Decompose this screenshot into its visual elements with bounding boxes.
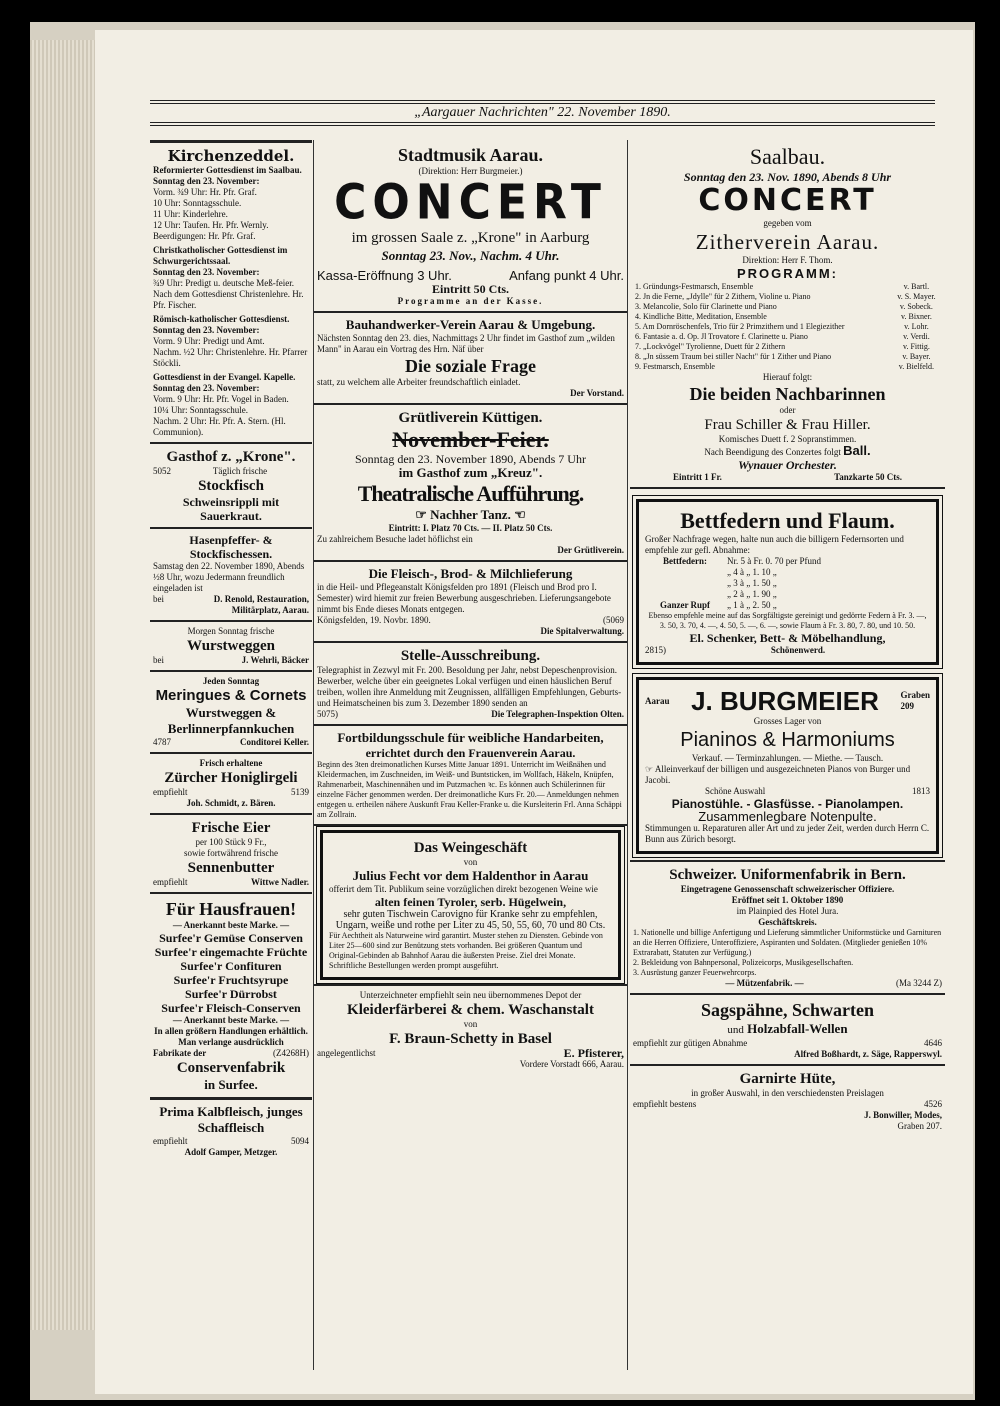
gruetli-feier: November-Feier.	[392, 427, 549, 452]
kleiderfaerberei-ad	[314, 984, 627, 1074]
wurst-pre: Morgen Sonntag frische	[187, 626, 275, 636]
meringues-sig: Conditorei Keller.	[240, 737, 309, 747]
eier-sig: Wittwe Nadler.	[251, 877, 309, 887]
saalbau-tanzkarte: Tanzkarte 50 Cts.	[834, 472, 902, 482]
uniform-open: Eröffnet seit 1. Oktober 1890	[731, 895, 844, 905]
krone-sub-row	[153, 466, 309, 477]
pointing-hand-icon: ☞	[645, 764, 655, 774]
hut-emp: empfiehlt bestens	[633, 1099, 697, 1109]
eier-line: per 100 Stück 9 Fr.,	[195, 837, 267, 847]
fleisch-text: in die Heil- und Pflegeanstalt Königsfelden pro 1891 (Fleisch und Brod pro I. Semester) wird hiemit zur freien Bewerbung ausgeschrieben. Lieferungsangebote nimmt bis Ende dieses Monats entgegen.	[317, 582, 611, 614]
christkath-date: Sonntag den 23. November:	[153, 267, 260, 277]
evang-date: Sonntag den 23. November:	[153, 383, 260, 393]
programm-title: 3. Melancolie, Solo für Clarinette und Piano	[635, 302, 777, 311]
honig-sig: Joh. Schmidt, z. Bären.	[186, 798, 276, 808]
bettfedern-prices	[645, 556, 930, 611]
christkath-line: ¾9 Uhr: Predigt u. deutsche Meß-feier.	[153, 278, 294, 288]
stelle-text: Telegraphist in Zezwyl mit Fr. 200. Besoldung per Jahr, nebst Depeschenprovision. Bewerber, welche über ein geeignetes Lokal verfügen und einen häuslichen Beruf treiben, wollen ihre Anmeldung mit Zeugnissen, allfälligen Empfehlungen, Geburts- und Heimatscheinen bis zum 3. Dezember 1890 senden an	[317, 665, 622, 708]
saalbau-von: gegeben vom	[763, 218, 812, 228]
wein-text2: alten feinen Tyroler, serb. Hügelwein,	[374, 895, 567, 909]
bettfedern-place-row	[645, 645, 930, 656]
wurst-ad	[150, 622, 312, 672]
bettfedern-row	[645, 556, 930, 567]
programm-title: 4. Kindliche Bitte, Meditation, Ensemble	[635, 312, 767, 321]
uniform-sub: Eingetragene Genossenschaft schweizerischer Offiziere.	[680, 884, 895, 894]
stadtmusik-concert: CONCERT	[334, 174, 607, 231]
saalbau-title: Saalbau.	[749, 144, 826, 169]
programm-author: v. S. Mayer.	[897, 292, 936, 301]
kirchenzeddel-title: Kirchenzeddel.	[167, 147, 295, 165]
honig-ad	[150, 754, 312, 815]
roemkath-line: Nachm. ½2 Uhr: Christenlehre. Hr. Pfarrer Stöckli.	[153, 347, 308, 368]
hut-sig: J. Bonwiller, Modes,	[864, 1110, 942, 1120]
hausfrauen-sub2: — Anerkannt beste Marke. —	[172, 1015, 290, 1025]
reformed-title: Reformierter Gottesdienst im Saalbau.	[153, 165, 302, 175]
uniformenfabrik-ad	[630, 860, 945, 995]
hausfrauen-title: Für Hausfrauen!	[165, 899, 297, 919]
burgmeier-ad	[636, 677, 939, 854]
programm-row	[633, 292, 942, 302]
burgmeier-notenpulte: Zusammenlegbare Notenpulte.	[698, 809, 877, 824]
burgmeier-allein: Alleinverkauf der billigen und ausgezeichneten Pianos von Burger und Jacobi.	[645, 764, 911, 785]
stelle-num: 5075)	[317, 709, 338, 719]
roemkath-title: Römisch-katholischer Gottesdienst.	[153, 314, 290, 324]
weingeschaeft-ad	[320, 830, 621, 980]
saalbau-ball-pre: Nach Beendigung des Conzertes folgt	[704, 447, 841, 457]
bettfedern-price: „ 2 à „ 1. 90 „	[727, 589, 777, 599]
fortbildung-sub: errichtet durch den Frauenverein Aarau.	[365, 746, 576, 760]
stelle-ad	[314, 643, 627, 726]
bauhandwerker-sig: Der Vorstand.	[570, 388, 624, 398]
uniform-muetzen: — Mützenfabrik. —	[725, 978, 804, 988]
burgmeier-stimmungen: Stimmungen u. Reparaturen aller Art und zu jeder Zeit, werden durch Herrn C. Bunn aus Zürich besorgt.	[645, 823, 930, 844]
hausfrauen-ad	[150, 894, 312, 1100]
uniform-kreis: Geschäftskreis.	[758, 917, 817, 927]
saalbau-ball: Ball.	[843, 443, 871, 458]
kalbfleisch-title: Prima Kalbfleisch, junges Schaffleisch	[159, 1104, 303, 1135]
kleid-name: F. Braun-Schetty in Basel	[389, 1031, 552, 1047]
reformed-line: 10 Uhr: Sonntagsschule.	[153, 198, 242, 208]
saalbau-programm-title: PROGRAMM:	[736, 266, 839, 281]
krone-stockfisch: Stockfisch	[198, 478, 264, 494]
hausfrauen-line: Man verlange ausdrücklich	[178, 1037, 284, 1047]
bettfedern-text: Großer Nachfrage wegen, halte nun auch die billigern Federnsorten und empfehle zur gefl. Abnahme:	[645, 534, 904, 555]
meringues-pre: Jeden Sonntag	[202, 676, 260, 686]
christkath-title: Christkatholischer Gottesdienst im Schwurgerichtssaal.	[153, 245, 288, 266]
saalbau-frau: Frau Schiller & Frau Hiller.	[704, 417, 871, 433]
gruetli-theater: Theatralische Aufführung.	[357, 481, 584, 506]
stadtmusik-programme: Programme an der Kasse.	[397, 296, 544, 306]
wurst-bei: bei	[153, 655, 164, 665]
saalbau-verein: Zitherverein Aarau.	[695, 230, 880, 254]
krone-schweinsrippli: Schweinsrippli mit Sauerkraut.	[182, 495, 280, 523]
sag-num: 4646	[924, 1038, 942, 1048]
huete-ad	[630, 1066, 945, 1136]
hut-addr: Graben 207.	[897, 1121, 942, 1131]
uniform-code: (Ma 3244 Z)	[896, 978, 942, 988]
evang-line: Nachm. 2 Uhr: Hr. Pfr. A. Stern. (Hl. Communion).	[153, 416, 286, 437]
gruetli-eintritt: Eintritt: I. Platz 70 Cts. — II. Platz 50 Cts.	[388, 523, 553, 533]
fortbildung-title: Fortbildungsschule für weibliche Handarbeiten,	[337, 730, 604, 745]
krone-title: Gasthof z. „Krone".	[166, 449, 296, 465]
saalbau-date: Sonntag den 23. Nov. 1890, Abends 8 Uhr	[683, 170, 892, 184]
hausfrauen-fabrikate: Fabrikate der	[153, 1048, 207, 1058]
programm-title: 5. Am Dornröschenfels, Trio für 2 Primzithern und 1 Elegiezither	[635, 322, 845, 331]
honig-title: Zürcher Honiglirgeli	[164, 770, 298, 786]
bettfedern-ad	[636, 499, 939, 665]
programm-author: v. Verdi.	[903, 332, 930, 341]
honig-num: 5139	[291, 787, 309, 797]
stadtmusik-anfang: Anfang punkt 4 Uhr.	[509, 268, 624, 283]
programm-title: 1. Gründungs-Festmarsch, Ensemble	[635, 282, 754, 291]
burgmeier-name: J. BURGMEIER	[691, 686, 879, 716]
page-header: „Aargauer Nachrichten" 22. November 1890.	[150, 100, 935, 126]
stadtmusik-kassa: Kassa-Eröffnung 3 Uhr.	[317, 268, 452, 283]
burgmeier-verkauf: Verkauf. — Terminzahlungen. — Miethe. — Tausch.	[691, 753, 884, 763]
gruetli-title: Grütliverein Küttigen.	[398, 410, 543, 426]
saalbau-orchester: Wynauer Orchester.	[738, 458, 837, 472]
gruetli-text: Zu zahlreichem Besuche ladet höflichst ein	[317, 534, 473, 544]
bettfedern-row	[645, 589, 930, 600]
hut-title: Garnirte Hüte,	[739, 1071, 836, 1087]
programm-row	[633, 362, 942, 372]
pointing-hand-icon: ☜	[510, 507, 526, 522]
burgmeier-allein-row	[645, 764, 930, 786]
roemkath-line: Vorm. 9 Uhr: Predigt und Amt.	[153, 336, 265, 346]
sag-und: und	[727, 1024, 744, 1036]
honig-emp: empfiehlt	[153, 787, 188, 797]
stelle-sig: Die Telegraphen-Inspektion Olten.	[491, 709, 624, 719]
programm-author: v. Bielfeld.	[898, 362, 935, 371]
reformed-date: Sonntag den 23. November:	[153, 176, 260, 186]
hausfrauen-surfee: in Surfee.	[204, 1077, 258, 1092]
eier-title: Frische Eier	[191, 820, 271, 836]
bauhandwerker-text: Nächsten Sonntag den 23. dies, Nachmittags 2 Uhr findet im Gasthof zum „wilden Mann" in Aarau ein Vortrag des Hrn. Näf über	[317, 333, 615, 354]
reformed-lines	[153, 187, 309, 242]
column-middle	[313, 140, 628, 1370]
gruetli-date: Sonntag den 23. November 1890, Abends 7 Uhr	[355, 452, 586, 466]
page-edge-stack	[30, 40, 100, 1330]
kalbfleisch-sig: Adolf Gamper, Metzger.	[184, 1147, 278, 1157]
stadtmusik-ad	[314, 140, 627, 313]
fleisch-sig: Die Spitalverwaltung.	[540, 626, 624, 636]
programm-author: v. Sobeck.	[899, 302, 933, 311]
hasen-text: Samstag den 22. November 1890, Abends ½8 Uhr, wozu Jedermann freundlich eingeladen ist	[153, 561, 305, 593]
roemkath-date: Sonntag den 23. November:	[153, 325, 260, 335]
meringues-title: Meringues & Cornets	[155, 687, 307, 704]
saalbau-programm	[633, 282, 942, 372]
bettfedern-title: Bettfedern und Flaum.	[680, 508, 895, 533]
meringues-sig-row	[153, 737, 309, 748]
wein-title: Das Weingeschäft	[413, 840, 528, 856]
programm-row	[633, 312, 942, 322]
bettfedern-place: Schönenwerd.	[770, 645, 826, 655]
meringues-num: 4787	[153, 737, 171, 747]
saalbau-nachbarinnen: Die beiden Nachbarinnen	[689, 384, 886, 404]
bettfedern-row	[645, 567, 930, 578]
programm-title: 8. „Jn süssem Traum bei stiller Nacht" für 1 Zither und Piano	[635, 352, 832, 361]
eier-ad	[150, 815, 312, 894]
eier-sennenbutter: Sennenbutter	[187, 860, 275, 876]
evang-line: Vorm. 9 Uhr: Hr. Pfr. Vogel in Baden.	[153, 394, 289, 404]
hausfrauen-conservenfabrik: Conservenfabrik	[176, 1060, 286, 1076]
saalbau-oder: oder	[779, 405, 796, 415]
programm-author: v. Bixner.	[901, 312, 932, 321]
saalbau-komisches: Komisches Duett f. 2 Sopranstimmen.	[718, 434, 857, 444]
bettfedern-label: Bettfedern:	[663, 556, 707, 566]
kalbfleisch-row	[153, 1136, 309, 1147]
wurst-sig-row	[153, 655, 309, 666]
burgmeier-graben: Graben	[900, 690, 930, 700]
uniform-location: im Plainpied des Hotel Jura.	[736, 906, 839, 916]
kleid-emp: angelegentlichst	[317, 1048, 376, 1058]
fleisch-title: Die Fleisch-, Brod- & Milchlieferung	[368, 566, 573, 581]
hausfrauen-item: Surfee'r Dürrobst	[185, 987, 277, 1001]
pointing-hand-icon: ☞	[415, 507, 431, 522]
hausfrauen-item: Surfee'r Fruchtsyrupe	[173, 973, 289, 987]
christkath-line: Nach dem Gottesdienst Christenlehre. Hr. Pfr. Fischer.	[153, 289, 304, 310]
programm-row	[633, 282, 942, 292]
hasen-ad	[150, 529, 312, 622]
stadtmusik-eintritt: Eintritt 50 Cts.	[432, 282, 509, 296]
gruetli-tanz-row	[317, 507, 624, 523]
bettfedern-label	[645, 567, 725, 578]
meringues-ad	[150, 672, 312, 754]
kleid-von: von	[463, 1019, 478, 1029]
uniform-item: 1. Nationelle und billige Anfertigung und Lieferung sämmtlicher Uniformstücke und Garnituren an die Herren Offiziere, Unteroffiziere, Aspiranten und Soldaten. (Mitglieder genießen 10% Extrarabatt, Statuten zur Verfügung.)	[633, 928, 942, 957]
bauhandwerker-ad	[314, 313, 627, 405]
gruetli-sig-row	[317, 534, 624, 545]
reformed-line: Vorm. ¾9 Uhr: Hr. Pfr. Graf.	[153, 187, 257, 197]
kalbfleisch-ad	[150, 1100, 312, 1162]
hasen-title: Hasenpfeffer- & Stockfischessen.	[189, 533, 273, 561]
sag-holz-row	[633, 1021, 942, 1038]
eier-emp: empfiehlt	[153, 877, 188, 887]
wein-name: Julius Fecht vor dem Haldenthor in Aarau	[352, 868, 589, 883]
programm-author: v. Fittig.	[903, 342, 930, 351]
fortbildung-ad	[314, 726, 627, 826]
reformed-line: 12 Uhr: Taufen. Hr. Pfr. Wernly.	[153, 220, 269, 230]
krone-ad	[150, 444, 312, 529]
bettfedern-num: 2815)	[645, 645, 666, 655]
honig-pre: Frisch erhaltene	[199, 758, 263, 768]
hausfrauen-item: Surfee'r Fleisch-Conserven	[161, 1001, 301, 1015]
sag-holz: Holzabfall-Wellen	[747, 1021, 848, 1036]
stadtmusik-direktion: (Direktion: Herr Burgmeier.)	[418, 166, 523, 176]
programm-title: 2. Jn die Ferne, „Jdylle" für 2 Zithern, Violine u. Piano	[635, 292, 811, 301]
stadtmusik-title: Stadtmusik Aarau.	[397, 145, 544, 165]
stelle-sig-row	[317, 709, 624, 720]
saalbau-ball-row	[633, 445, 942, 458]
burgmeier-pianinos: Pianinos & Harmoniums	[680, 729, 895, 751]
column-left	[150, 140, 312, 1162]
gruetli-sig: Der Grütliverein.	[557, 545, 624, 555]
wurst-sig: J. Wehrli, Bäcker	[241, 655, 309, 665]
kirchenzeddel-ad	[150, 140, 312, 444]
hausfrauen-item: Surfee'r Gemüse Conserven	[159, 931, 303, 945]
hausfrauen-line: In allen größern Handlungen erhältlich.	[154, 1026, 308, 1036]
hut-row	[633, 1099, 942, 1110]
stadtmusik-kassa-row	[317, 270, 624, 282]
programm-row	[633, 302, 942, 312]
saalbau-concert: CONCERT	[698, 183, 877, 218]
kleid-title: Kleiderfärberei & chem. Waschanstalt	[347, 1002, 594, 1018]
eier-line: sowie fortwährend frische	[184, 848, 278, 858]
bettfedern-label	[645, 589, 725, 600]
kleid-sig-row	[317, 1048, 624, 1059]
hausfrauen-sub: — Anerkannt beste Marke. —	[172, 920, 290, 930]
burgmeier-gross: Grosses Lager von	[753, 716, 822, 726]
programm-author: v. Lohr.	[904, 322, 929, 331]
fleischlieferung-ad	[314, 562, 627, 643]
burgmeier-num2: 1813	[912, 786, 930, 796]
burgmeier-aarau: Aarau	[645, 695, 670, 706]
stadtmusik-date: Sonntag 23. Nov., Nachm. 4 Uhr.	[381, 248, 560, 263]
bettfedern-row	[645, 600, 930, 611]
programm-row	[633, 332, 942, 342]
reformed-line: Beerdigungen: Hr. Pfr. Graf.	[153, 231, 256, 241]
fleisch-place: Königsfelden, 19. Novbr. 1890.	[317, 615, 431, 625]
eier-sig-row	[153, 877, 309, 888]
programm-title: 9. Festmarsch, Ensemble	[635, 362, 715, 371]
hut-text: in großer Auswahl, in den verschiedensten Preislagen	[691, 1088, 884, 1098]
uniform-title: Schweizer. Uniformenfabrik in Bern.	[669, 867, 906, 883]
saalbau-hierauf: Hierauf folgt:	[762, 372, 813, 382]
wein-text4: Für Aechtheit als Naturweine wird garantirt. Muster stehen zu Diensten. Gebinde von Liter 25—600 sind zur Benützung stets vorhanden. Bei größeren Quantum und Original-Gebinden ab Bahnhof Aarau die äußersten Preise. Ziel drei Monate. Schriftliche Bestellungen werden prompt ausgeführt.	[329, 931, 603, 970]
hut-num: 4526	[924, 1099, 942, 1109]
programm-title: 6. Fantasie a. d. Op. Jl Trovatore f. Clarinette u. Piano	[635, 332, 808, 341]
gruetli-location: im Gasthof zum „Kreuz".	[398, 465, 543, 480]
kleid-addr: Vordere Vorstadt 666, Aarau.	[519, 1059, 624, 1069]
kleid-pre: Unterzeichneter empfiehlt sein neu übernommenes Depot der	[359, 990, 582, 1000]
programm-row	[633, 352, 942, 362]
honig-row	[153, 787, 309, 798]
sag-sig: Alfred Boßhardt, z. Säge, Rapperswyl.	[794, 1049, 942, 1059]
uniform-item: 3. Ausrüstung ganzer Feuerwehrcorps.	[633, 968, 757, 977]
bettfedern-label	[645, 578, 725, 589]
saalbau-eintritt: Eintritt 1 Fr.	[673, 472, 722, 482]
sag-emp: empfiehlt zur gütigen Abnahme	[633, 1038, 748, 1048]
wein-von: von	[463, 857, 478, 867]
reformed-line: 11 Uhr: Kinderlehre.	[153, 209, 228, 219]
gruetli-tanz: Nachher Tanz.	[430, 507, 511, 522]
bettfedern-price: Nr. 5 à Fr. 0. 70 per Pfund	[727, 556, 821, 566]
kalbfleisch-emp: empfiehlt	[153, 1136, 188, 1146]
bauhandwerker-topic: Die soziale Frage	[405, 356, 536, 376]
gruetliverein-ad	[314, 405, 627, 562]
sag-row	[633, 1038, 942, 1049]
wurst-title: Wurstweggen	[186, 638, 276, 654]
uniform-item: 2. Bekleidung von Bahnpersonal, Polizeicorps, Musikgesellschaften.	[633, 958, 854, 967]
evang-line: 10¼ Uhr: Sonntagsschule.	[153, 405, 248, 415]
kalbfleisch-num: 5094	[291, 1136, 309, 1146]
meringues-line: Berlinnerpfannkuchen	[167, 721, 295, 736]
hasen-sig: D. Renold, Restauration, Militärplatz, Aarau.	[213, 594, 309, 615]
programm-row	[633, 342, 942, 352]
bettfedern-label: Ganzer Rupf	[659, 600, 711, 610]
krone-sub: Täglich frische	[212, 466, 268, 476]
burgmeier-auswahl-row	[645, 786, 930, 797]
programm-author: v. Bayer.	[902, 352, 931, 361]
sag-title: Sagspähne, Schwarten	[700, 1000, 875, 1020]
burgmeier-head	[645, 686, 930, 716]
bettfedern-price: „ 3 à „ 1. 50 „	[727, 578, 777, 588]
bettfedern-sig: El. Schenker, Bett- & Möbelhandlung,	[689, 631, 886, 645]
bettfedern-text2: Ebenso empfehle meine auf das Sorgfältigste gereinigt und gedörrte Federn à Fr. 3. —, 3. 50, 3. 70, 4. —, 4. 50, 5. —, 6. —, sowie Flaum à Fr. 3. 80, 7. 80, und 10. 50.	[648, 611, 927, 630]
wein-text3: sehr guten Tischwein Carovigno für Kranke sehr zu empfehlen, Ungarn, weiße und rothe per Liter zu 45, 50, 55, 60, 70 und 80 Cts.	[335, 909, 606, 931]
hasen-bei: bei	[153, 594, 164, 604]
krone-num: 5052	[153, 466, 171, 476]
hausfrauen-code: (Z4268H)	[273, 1048, 309, 1058]
bettfedern-price: „ 4 à „ 1. 10 „	[727, 567, 777, 577]
fleisch-place-row	[317, 615, 624, 626]
fleisch-num: (5069	[603, 615, 624, 625]
programm-author: v. Bartl.	[903, 282, 930, 291]
kleid-sig: E. Pfisterer,	[563, 1046, 624, 1060]
saalbau-eintritt-row	[633, 472, 942, 483]
programm-row	[633, 322, 942, 332]
saalbau-direktion: Direktion: Herr F. Thom.	[742, 255, 833, 265]
hausfrauen-item: Surfee'r eingemachte Früchte	[154, 945, 308, 959]
wein-text1: offerirt dem Tit. Publikum seine vorzüglichen direkt bezogenen Weine wie	[329, 884, 598, 894]
hausfrauen-fab-row	[153, 1048, 309, 1059]
evang-title: Gottesdienst in der Evangel. Kapelle.	[153, 372, 296, 382]
uniform-sig-row	[633, 978, 942, 989]
burgmeier-stuehle: Pianostühle. - Glasfüsse. - Pianolampen.	[671, 797, 904, 811]
meringues-line: Wurstweggen &	[185, 705, 277, 720]
stadtmusik-location: im grossen Saale z. „Krone" in Aarburg	[351, 230, 590, 246]
stelle-title: Stelle-Ausschreibung.	[400, 648, 541, 664]
bauhandwerker-title: Bauhandwerker-Verein Aarau & Umgebung.	[345, 317, 596, 332]
sagspaehne-ad	[630, 995, 945, 1066]
scan-border	[975, 0, 1000, 1406]
column-right	[630, 140, 945, 1136]
bettfedern-price: „ 1 à „ 2. 50 „	[727, 600, 777, 610]
burgmeier-auswahl: Schöne Auswahl	[705, 786, 766, 796]
fortbildung-text: Beginn des 3ten dreimonatlichen Kurses Mitte Januar 1891. Unterricht im Weißnähen und Kleidermachen, im Zuschneiden, im Weiß- und Buntsticken, im Wollfach, Häkeln, Knüpfen, Rahmenarbeit, Maschinennähen und im Putzmachen ꝛc. Es können auch Schülerinnen für einzelne Fächer genommen werden. Der dreimonatliche Kurs Fr. 20.— Anmeldungen nehmen entgegen u. ertheilen nähere Auskunft Frau Keller-Franke u. die Kursleiterin Frl. Anna Schäppi am Zollrain.	[317, 760, 622, 819]
hasen-sig-row	[153, 594, 309, 616]
saalbau-ad	[630, 140, 945, 489]
hausfrauen-item: Surfee'r Confituren	[180, 959, 282, 973]
programm-title: 7. „Lockvögel" Tyrolienne, Duett für 2 Zithern	[635, 342, 786, 351]
bauhandwerker-text2: statt, zu welchem alle Arbeiter freundschaftlich einladet.	[317, 377, 521, 387]
burgmeier-num: 209	[900, 701, 914, 711]
bettfedern-row	[645, 578, 930, 589]
